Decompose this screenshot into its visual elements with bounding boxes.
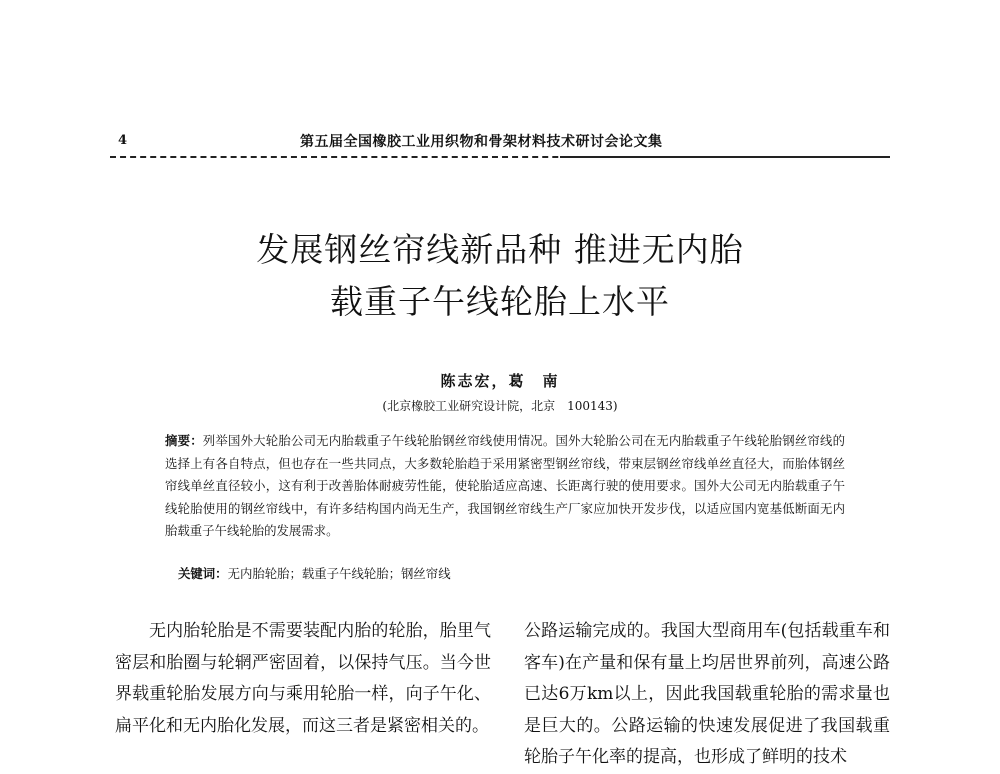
- authors: 陈志宏，葛 南: [440, 372, 560, 390]
- paper-title-line-2: 载重子午线轮胎上水平: [330, 282, 670, 321]
- body-left-column: 无内胎轮胎是不需要装配内胎的轮胎，胎里气密层和胎圈与轮辋严密固着，以保持气压。当今世界载重轮胎发展方向与乘用轮胎一样，向子午化、扁平化和无内胎化发展，而这三者是紧密相关的。: [115, 621, 491, 736]
- body-right-column: 公路运输完成的。我国大型商用车(包括载重车和客车)在产量和保有量上均居世界前列，高速公路已达6万km以上，因此我国载重轮胎的需求量也是巨大的。公路运输的快速发展促进了我国载重轮胎子午化率的提高，也形成了鲜明的技术: [524, 621, 890, 767]
- abstract-text: 列举国外大轮胎公司无内胎载重子午线轮胎钢丝帘线使用情况。国外大轮胎公司在无内胎载重子午线轮胎钢丝帘线的选择上有各自特点，但也存在一些共同点，大多数轮胎趋于采用紧密型钢丝帘线，带束层钢丝帘线单丝直径大，而胎体钢丝帘线单丝直径较小，这有利于改善胎体耐疲劳性能，使轮胎适应高速、长距离行驶的使用要求。国外大公司无内胎载重子午线轮胎使用的钢丝帘线中，有许多结构国内尚无生产，我国钢丝帘线生产厂家应加快开发步伐，以适应国内宽基低断面无内胎载重子午线轮胎的发展需求。: [165, 433, 846, 539]
- header-rule-solid: [560, 156, 890, 158]
- abstract: [165, 430, 845, 543]
- abstract-label: 摘要：: [165, 433, 203, 448]
- running-header: 第五届全国橡胶工业用织物和骨架材料技术研讨会论文集: [300, 134, 663, 150]
- affiliation: (北京橡胶工业研究设计院，北京 100143): [382, 399, 618, 413]
- paper-title-line-1: 发展钢丝帘线新品种 推进无内胎: [256, 230, 744, 269]
- keywords-text: 无内胎轮胎；载重子午线轮胎；钢丝帘线: [227, 566, 451, 581]
- page-number: 4: [118, 133, 128, 148]
- keywords-label: 关键词：: [178, 566, 228, 581]
- keywords: [178, 564, 451, 582]
